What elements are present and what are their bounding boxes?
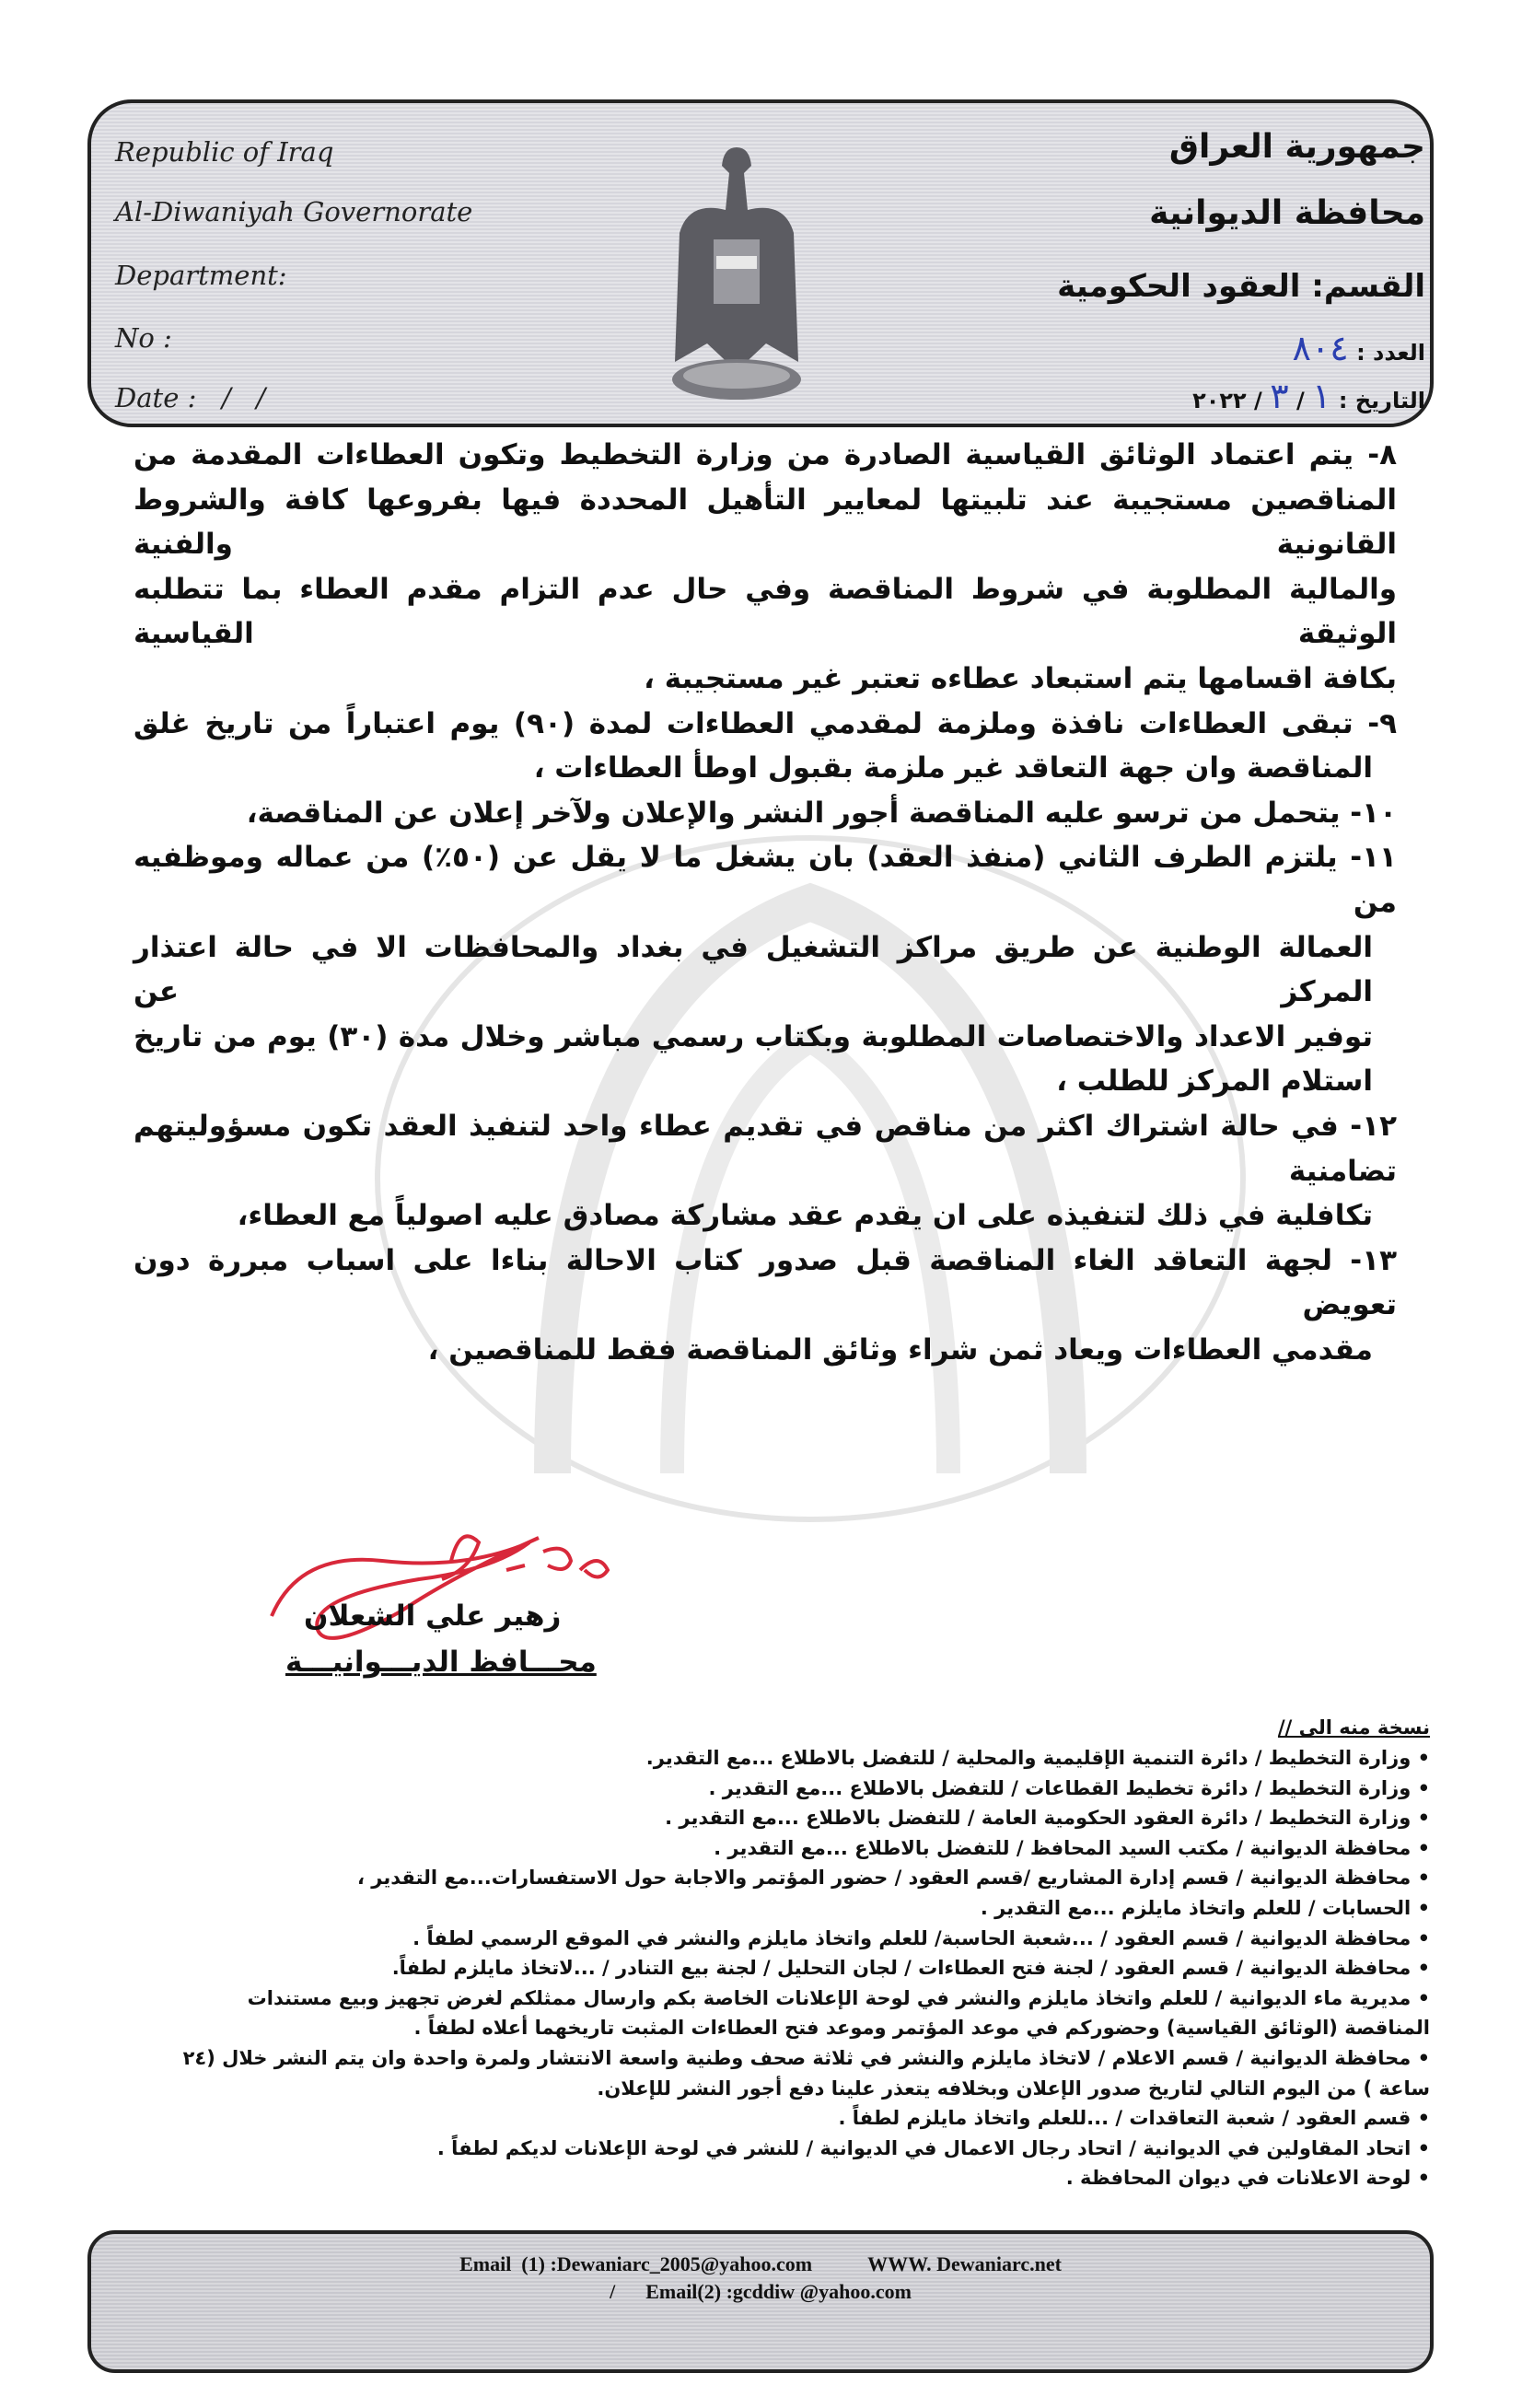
footer-email-1: Email (1) :Dewaniarc_2005@yahoo.com bbox=[459, 2251, 813, 2275]
header-en-governorate: Al-Diwaniyah Governorate bbox=[115, 196, 473, 227]
signature-block bbox=[0, 1372, 1522, 1713]
body-line: ١١- يلتزم الطرف الثاني (منفذ العقد) بان يشغل ما لا يقل عن (٥٠٪) من عماله وموظفيه من bbox=[134, 841, 1397, 919]
signatory-name: زهير علي الشعلان bbox=[304, 1600, 562, 1634]
date-day: ١ bbox=[1312, 376, 1331, 416]
cc-list bbox=[138, 1713, 1430, 2193]
cc-item: • محافظة الديوانية / مكتب السيد المحافظ / للتفضل بالاطلاع ...مع التقدير . bbox=[138, 1833, 1430, 1864]
footer-row-1 bbox=[110, 2251, 1412, 2278]
cc-item: • محافظة الديوانية / قسم إدارة المشاريع /قسم العقود / حضور المؤتمر والاجابة حول الاستفسارات...مع التقدير ، bbox=[138, 1863, 1430, 1893]
header-ar-department: القسم: العقود الحكومية bbox=[1057, 268, 1425, 305]
cc-item: • وزارة التخطيط / دائرة العقود الحكومية العامة / للتفضل بالاطلاع ...مع التقدير . bbox=[138, 1803, 1430, 1833]
cc-item: • محافظة الديوانية / قسم العقود / لجنة فتح العطاءات / لجان التحليل / لجنة بيع التنادر / ...لاتخاذ مايلزم لطفاً. bbox=[138, 1953, 1430, 1983]
body-line: المناقصة وان جهة التعاقد غير ملزمة بقبول اوطأ العطاءات ، bbox=[533, 751, 1373, 785]
body-line: تكافلية في ذلك لتنفيذه على ان يقدم عقد مشاركة مصادق عليه اصولياً مع العطاء، bbox=[237, 1199, 1373, 1233]
body-line: ٩- تبقى العطاءات نافذة وملزمة لمقدمي العطاءات لمدة (٩٠) يوم اعتباراً من تاريخ غلق bbox=[134, 706, 1398, 740]
footer-row-2 bbox=[110, 2278, 1412, 2306]
date-year: ٢٠٢٢ bbox=[1192, 388, 1247, 413]
header-ar-governorate: محافظة الديوانية bbox=[1149, 194, 1425, 232]
footer-email-2: / Email(2) :gcddiw @yahoo.com bbox=[610, 2279, 912, 2303]
cc-item-continuation: ساعة ) من اليوم التالي لتاريخ صدور الإعلان وبخلافه يتعذر علينا دفع أجور النشر للإعلان. bbox=[597, 2076, 1430, 2100]
cc-item: • قسم العقود / شعبة التعاقدات / ...للعلم واتخاذ مايلزم لطفاً . bbox=[138, 2103, 1430, 2134]
no-label: العدد : bbox=[1356, 340, 1425, 366]
header-ar-date: التاريخ : ١ / ٣ / ٢٠٢٢ bbox=[1192, 376, 1425, 416]
header-en-no: No : bbox=[115, 322, 172, 354]
date-month: ٣ bbox=[1270, 376, 1289, 416]
date-label: التاريخ : bbox=[1338, 388, 1425, 413]
cc-item-continuation: المناقصة (الوثائق القياسية) وحضوركم في موعد المؤتمر وموعد فتح العطاءات المثبت تاريخهما أعلاه لطفاً . bbox=[413, 2017, 1430, 2040]
cc-heading: نسخة منه الى // bbox=[1277, 1716, 1430, 1739]
body-line: ١٣- لجهة التعاقد الغاء المناقصة قبل صدور كتاب الاحالة بناءا على اسباب مبررة دون تعويض bbox=[134, 1243, 1397, 1322]
body-line: العمالة الوطنية عن طريق مراكز التشغيل في بغداد والمحافظات الا في حالة اعتذار المركز عن bbox=[134, 930, 1373, 1009]
cc-item: • محافظة الديوانية / قسم العقود / ...شعبة الحاسبة/ للعلم واتخاذ مايلزم والنشر في الموقع الرسمي لطفاً . bbox=[138, 1924, 1430, 1954]
cc-item: • مديرية ماء الديوانية / للعلم واتخاذ مايلزم والنشر في لوحة الإعلانات الخاصة بكم وارسال ممثلكم لغرض تجهيز وبيع مستندات bbox=[138, 1983, 1430, 2014]
document-body bbox=[134, 433, 1397, 1372]
body-line: ١٢- في حالة اشتراك اكثر من مناقص في تقديم عطاء واحد لتنفيذ العقد تكون مسؤوليتهم تضامنية bbox=[134, 1109, 1397, 1188]
body-line: ٨- يتم اعتماد الوثائق القياسية الصادرة من وزارة التخطيط وتكون العطاءات المقدمة من bbox=[134, 438, 1397, 471]
header-ar-no bbox=[1292, 330, 1425, 371]
header-en-department: Department: bbox=[115, 260, 287, 291]
signatory-title: محـــافظ الديـــوانيـــة bbox=[285, 1646, 597, 1680]
header-en-country: Republic of Iraq bbox=[115, 136, 334, 168]
footer-box bbox=[87, 2230, 1434, 2373]
cc-item: • لوحة الاعلانات في ديوان المحافظة . bbox=[138, 2163, 1430, 2193]
body-line: بكافة اقسامها يتم استبعاد عطاءه تعتبر غير مستجيبة ، bbox=[644, 661, 1397, 695]
header-ar-country: جمهورية العراق bbox=[1168, 128, 1425, 166]
cc-item: • الحسابات / للعلم واتخاذ مايلزم ...مع التقدير . bbox=[138, 1893, 1430, 1924]
body-line: استلام المركز للطلب ، bbox=[1056, 1064, 1373, 1099]
body-line: المناقصين مستجيبة عند تلبيتها لمعايير التأهيل المحددة فيها بفروعها كافة والشروط القانونية والفنية bbox=[134, 483, 1397, 562]
cc-item: • وزارة التخطيط / دائرة التنمية الإقليمية والمحلية / للتفضل بالاطلاع ...مع التقدير. bbox=[138, 1743, 1430, 1774]
header-en-date: Date : / / bbox=[115, 382, 266, 413]
cc-item: • اتحاد المقاولين في الديوانية / اتحاد رجال الاعمال في الديوانية / للنشر في لوحة الإعلانات لديكم لطفاً . bbox=[138, 2134, 1430, 2164]
body-line: توفير الاعداد والاختصاصات المطلوبة وبكتاب رسمي مباشر وخلال مدة (٣٠) يوم من تاريخ bbox=[134, 1019, 1373, 1053]
document-flow bbox=[0, 433, 1522, 2408]
body-line: ١٠- يتحمل من ترسو عليه المناقصة أجور النشر والإعلان ولآخر إعلان عن المناقصة، bbox=[246, 796, 1397, 830]
body-line: مقدمي العطاءات ويعاد ثمن شراء وثائق المناقصة فقط للمناقصين ، bbox=[427, 1332, 1373, 1367]
cc-item: • وزارة التخطيط / دائرة تخطيط القطاعات / للتفضل بالاطلاع ...مع التقدير . bbox=[138, 1774, 1430, 1804]
footer-website: WWW. Dewaniarc.net bbox=[867, 2251, 1062, 2275]
body-line: والمالية المطلوبة في شروط المناقصة وفي حال عدم التزام مقدم العطاء بما تتطلبه الوثيقة القياسية bbox=[134, 572, 1397, 651]
iraq-eagle-emblem bbox=[658, 138, 815, 405]
cc-item: • محافظة الديوانية / قسم الاعلام / لاتخاذ مايلزم والنشر في ثلاثة صحف وطنية واسعة الانتشار ولمرة واحدة وان يتم النشر خلال (٢٤ bbox=[138, 2043, 1430, 2074]
no-value: ٨٠٤ bbox=[1292, 328, 1349, 368]
